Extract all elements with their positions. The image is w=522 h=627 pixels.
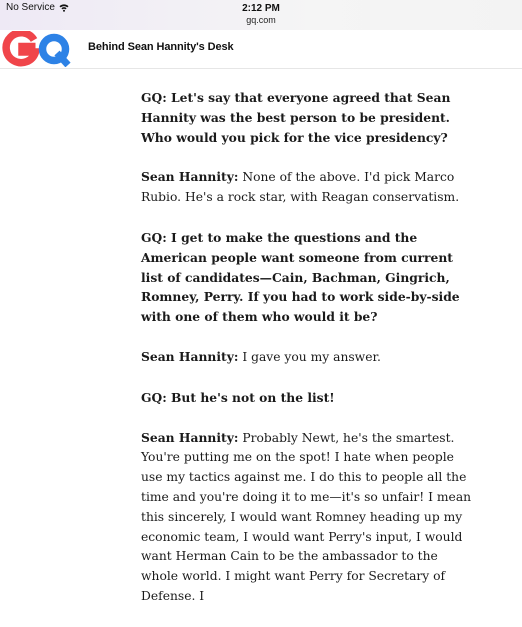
interview-question: GQ: I get to make the questions and the American people want someone from current list of candidates—Cain, Bachman, Gingrich, Romney, Perry. If you had to work side-by-side with one of them who would it be? <box>141 229 460 325</box>
speaker-label: Sean Hannity: <box>141 348 239 364</box>
answer-text: None of the above. I'd pick Marco Rubio. He's a rock star, with Reagan conservatism. <box>141 170 460 205</box>
speaker-label: Sean Hannity: <box>141 169 239 185</box>
interview-question: GQ: Let's say that everyone agreed that Sean Hannity was the best person to be president. Who would you pick for the vice presidency? <box>141 90 451 145</box>
interview-answer <box>141 347 473 368</box>
gq-logo[interactable] <box>2 31 72 67</box>
status-bar <box>0 0 522 30</box>
article-body <box>141 88 473 627</box>
interview-question: GQ: But he's not on the list! <box>141 389 335 405</box>
answer-text: Probably Newt, he's the smartest. You're putting me on the spot! I hate when people use my tactics against me. I do this to people all the time and you're doing it to me—it's so unfair! I mean this sincerely, I would want Romney heading up my economic team, I would want Perry's input, I would want Herman Cain to be the ambassador to the whole world. I might want Perry for Secretary of Defense. I <box>141 430 472 603</box>
address-bar[interactable]: gq.com <box>246 15 276 25</box>
carrier-label: No Service <box>6 2 55 13</box>
speaker-label: Sean Hannity: <box>141 429 239 445</box>
interview-answer <box>141 167 473 208</box>
clock: 2:12 PM <box>242 3 280 14</box>
answer-text: I gave you my answer. <box>238 349 381 364</box>
site-header <box>0 30 522 69</box>
interview-answer <box>141 428 473 607</box>
page-title: Behind Sean Hannity's Desk <box>88 41 234 53</box>
